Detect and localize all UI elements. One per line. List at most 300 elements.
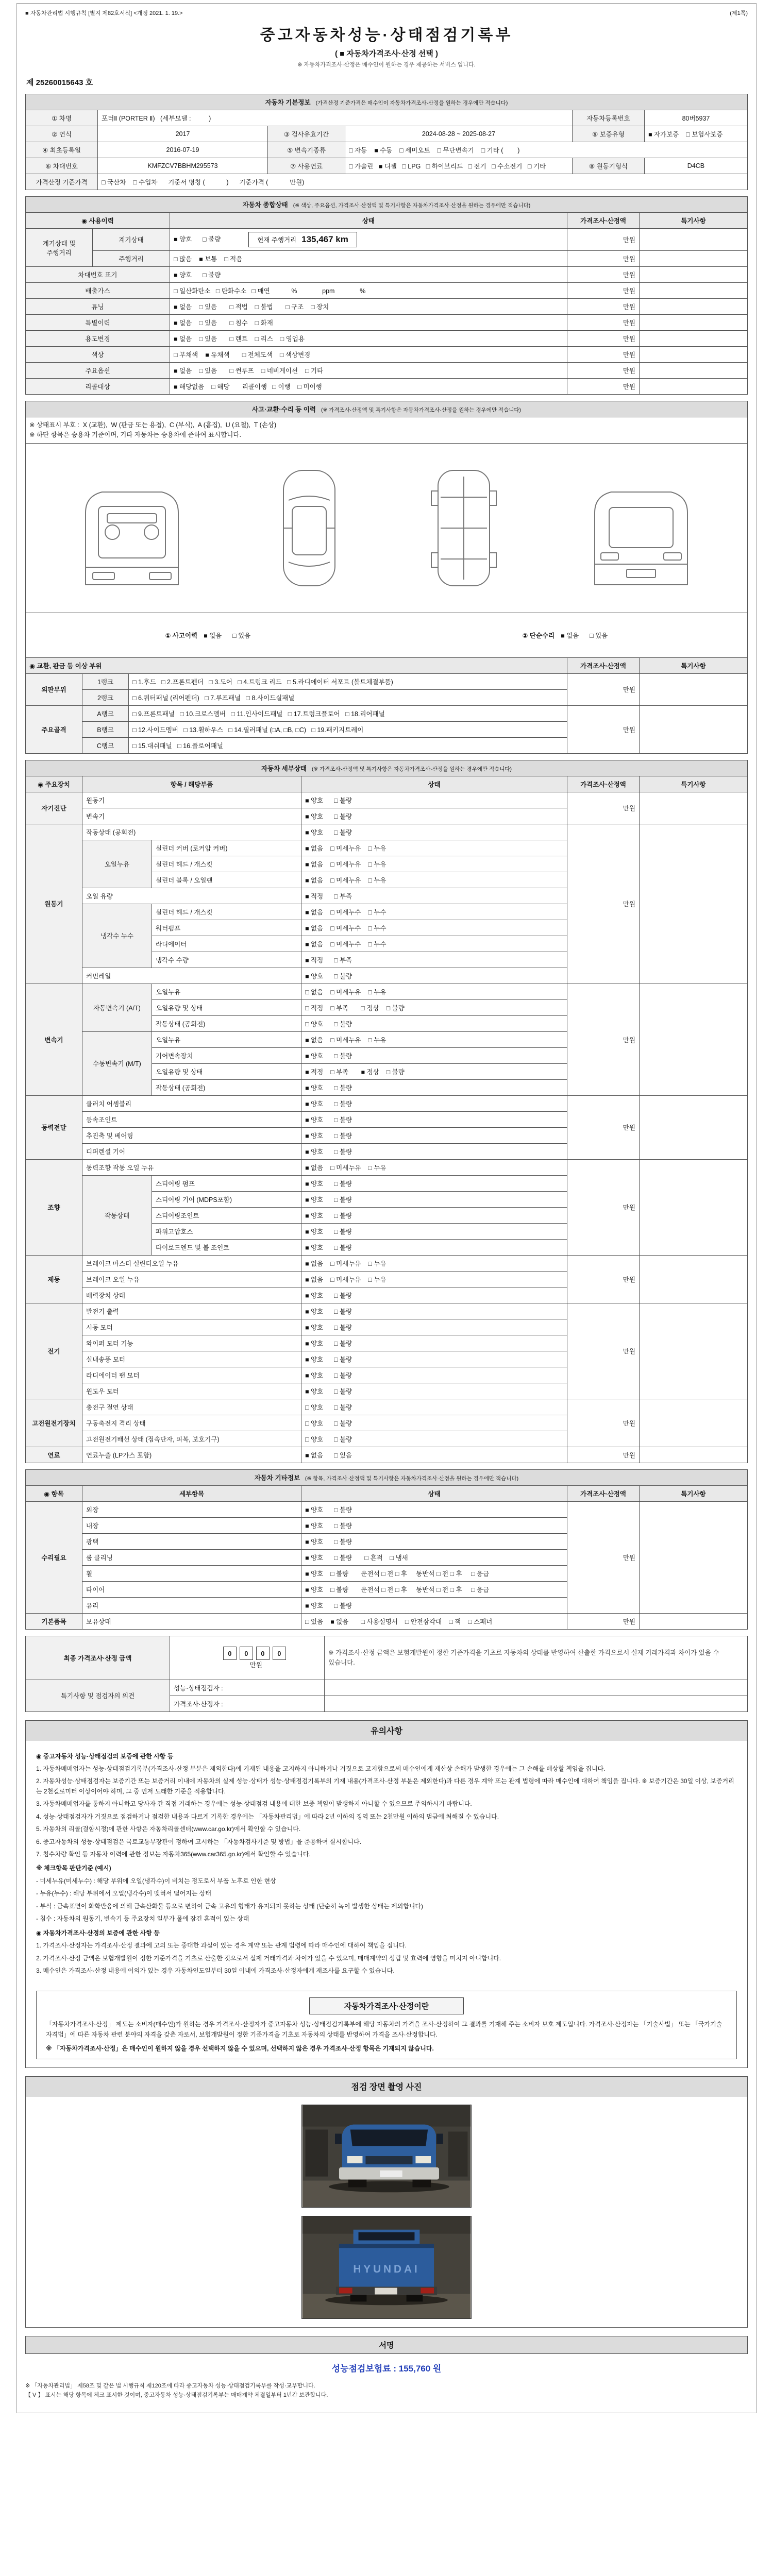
car-rear-diagram bbox=[579, 466, 703, 590]
device-row bbox=[26, 1255, 748, 1271]
car-name-label: ① 차명 bbox=[26, 110, 98, 126]
form-reference: ■ 자동차관리법 시행규칙 [별지 제82호서식] <개정 2021. 1. 19.> bbox=[25, 10, 183, 16]
remark-cell bbox=[640, 283, 748, 299]
state-checkboxes[interactable]: ■ 적정 □ 부족 bbox=[301, 952, 567, 968]
remark-cell bbox=[639, 1095, 747, 1159]
overall-row bbox=[26, 299, 748, 315]
remark-cell bbox=[639, 1447, 747, 1463]
price-amount-cell: 만원 bbox=[567, 379, 640, 395]
final-price-note: ※ 가격조사·산정 금액은 보험개발원이 정한 기준가격을 기초로 자동차의 상태를 반영하여 산출한 가격으로서 실제 거래가격과 차이가 있을 수 있습니다. bbox=[325, 1636, 748, 1680]
etc-info-header bbox=[26, 1469, 748, 1485]
state-checkboxes[interactable]: □ 있음 ■ 없음 □ 사용설명서 □ 안전삼각대 □ 잭 □ 스패너 bbox=[301, 1613, 567, 1629]
overall-item-label: 리콜대상 bbox=[26, 379, 170, 395]
overall-state-cell[interactable] bbox=[170, 347, 567, 363]
overall-row bbox=[26, 251, 748, 267]
inspection-photos bbox=[26, 2096, 747, 2327]
price-digit: 0 bbox=[256, 1647, 270, 1660]
remark-cell bbox=[640, 347, 748, 363]
etc-col-device: ◉ 항목 bbox=[26, 1485, 82, 1501]
device-row bbox=[26, 1501, 748, 1517]
part-label: 커먼레일 bbox=[82, 968, 301, 984]
checkbox-group[interactable]: ■ 없음 □ 있음 □ 침수 □ 화재 bbox=[174, 319, 273, 327]
device-label: 원동기 bbox=[26, 824, 82, 984]
etc-info-title: 자동차 기타정보 bbox=[254, 1474, 300, 1482]
price-amount-cell: 만원 bbox=[567, 1095, 639, 1159]
detail-state-title: 자동차 세부상태 bbox=[261, 765, 307, 772]
exchange-header-row bbox=[26, 657, 748, 673]
notice-paragraph: - 누유(누수) : 해당 부위에서 오일(냉각수)이 맺혀서 떨어지는 상태 bbox=[36, 1890, 211, 1897]
fuel-checkboxes[interactable]: □ 가솔린 ■ 디젤 □ LPG □ 하이브리드 □ 전기 □ 수소전기 □ 기타 bbox=[345, 158, 573, 174]
part-label: 실린더 헤드 / 개스킷 bbox=[152, 904, 301, 920]
inspector-opinion-value[interactable] bbox=[325, 1680, 748, 1696]
price-digit: 0 bbox=[240, 1647, 253, 1660]
remark-cell bbox=[640, 673, 748, 705]
page-indicator: (제1쪽) bbox=[730, 10, 748, 16]
part-label: 시동 모터 bbox=[82, 1319, 301, 1335]
remark-cell bbox=[639, 984, 747, 1095]
car-diagram-cell bbox=[26, 443, 748, 613]
first-reg-value: 2016-07-19 bbox=[98, 142, 268, 158]
price-survey-explainer-box bbox=[36, 1991, 737, 2059]
state-checkboxes[interactable]: ■ 양호 □ 불량 □ 흔적 □ 냄새 bbox=[301, 1549, 567, 1565]
part-label: 실린더 헤드 / 개스킷 bbox=[152, 856, 301, 872]
exchange-col-note: 특기사항 bbox=[640, 657, 748, 673]
subgroup-label: 오일누유 bbox=[82, 840, 152, 888]
overall-state-table bbox=[25, 196, 748, 395]
simple-repair-flag[interactable] bbox=[523, 631, 608, 640]
device-label: 동력전달 bbox=[26, 1095, 82, 1159]
remark-cell bbox=[639, 1613, 747, 1629]
overall-row bbox=[26, 267, 748, 283]
part-label: 원동기 bbox=[82, 792, 301, 808]
accident-history-table bbox=[25, 401, 748, 754]
car-front-engine-diagram bbox=[70, 466, 194, 590]
part-label: 기어변속장치 bbox=[152, 1047, 301, 1063]
final-price-digits bbox=[170, 1636, 325, 1680]
notice-paragraph: - 침수 : 자동차의 원동기, 변속기 등 주요장치 일부가 물에 잠긴 흔적이 있는 상태 bbox=[36, 1915, 249, 1923]
inspection-photos-title: 점검 장면 촬영 사진 bbox=[26, 2077, 747, 2096]
part-label: 브레이크 오일 누유 bbox=[82, 1271, 301, 1287]
part-label: 작동상태 (공회전) bbox=[152, 1079, 301, 1095]
overall-state-cell[interactable] bbox=[170, 363, 567, 379]
notice-paragraph: - 부식 : 금속표면이 화학반응에 의해 금속산화물 등으로 변하여 금속 고유의 형태가 유지되지 못하는 상태 (단순히 녹이 발생한 상태는 제외합니다) bbox=[36, 1902, 424, 1910]
state-checkboxes[interactable]: ■ 양호 □ 불량 bbox=[301, 1127, 567, 1143]
overall-row bbox=[26, 315, 748, 331]
part-label: 실내송풍 모터 bbox=[82, 1351, 301, 1367]
checkbox-group[interactable]: ■ 양호 □ 불량 bbox=[174, 235, 221, 243]
price-survey-explainer-title: 자동차가격조사·산정이란 bbox=[309, 1997, 464, 2014]
overall-state-cell[interactable] bbox=[170, 299, 567, 315]
part-label: 룸 클리닝 bbox=[82, 1549, 301, 1565]
subgroup-label: 작동상태 bbox=[82, 1175, 152, 1255]
state-checkboxes[interactable]: ■ 없음 □ 미세누유 □ 누유 bbox=[301, 1271, 567, 1287]
detail-col-note: 특기사항 bbox=[639, 776, 747, 792]
checkbox-group[interactable]: ■ 해당없음 □ 해당 리콜이행 □ 이행 □ 미이행 bbox=[174, 383, 322, 391]
part-label: 윈도우 모터 bbox=[82, 1383, 301, 1399]
top-reference-line bbox=[25, 9, 748, 17]
part-label: 동력조향 작동 오일 누유 bbox=[82, 1159, 301, 1175]
state-checkboxes[interactable]: ■ 양호 □ 불량 bbox=[301, 792, 567, 808]
footer-line-2: 【 V 】 표시는 해당 항목에 체크 표시한 것이며, 중고자동차 성능·상태점검기록부는 매매계약 체결일부터 1년간 보관합니다. bbox=[25, 2392, 328, 2399]
price-base-value[interactable]: □ 국산차 □ 수입차 기준서 명칭 ( ) 기준가격 ( 만원) bbox=[98, 174, 748, 190]
price-amount-cell: 만원 bbox=[567, 347, 640, 363]
report-sheet bbox=[16, 3, 757, 2413]
subgroup-label: 수동변속기 (M/T) bbox=[82, 1031, 152, 1095]
device-label: 조향 bbox=[26, 1159, 82, 1255]
remark-cell bbox=[640, 315, 748, 331]
truck-front-photo bbox=[301, 2105, 472, 2208]
checkbox-group[interactable]: □ 일산화탄소 □ 탄화수소 □ 매연 % ppm % bbox=[174, 287, 366, 295]
price-amount-cell: 만원 bbox=[567, 251, 640, 267]
state-checkboxes[interactable]: ■ 양호 □ 불량 bbox=[301, 1079, 567, 1095]
panel-category-label: 주요골격 bbox=[26, 705, 82, 753]
part-label: 타이어 bbox=[82, 1581, 301, 1597]
remark-cell bbox=[640, 331, 748, 347]
price-survey-explainer-note: ※ 「자동차가격조사·산정」은 매수인이 원하지 않을 경우 선택하지 않을 수 있으며, 선택하지 않은 경우 가격조사·산정 항목은 기재되지 않습니다. bbox=[46, 2044, 434, 2052]
state-checkboxes[interactable]: ■ 없음 □ 미세누유 □ 누유 bbox=[301, 1159, 567, 1175]
overall-row bbox=[26, 331, 748, 347]
price-amount-cell: 만원 bbox=[567, 299, 640, 315]
remark-cell bbox=[640, 363, 748, 379]
state-checkboxes[interactable]: ■ 없음 □ 미세누유 □ 누유 bbox=[301, 1255, 567, 1271]
part-label: 냉각수 수량 bbox=[152, 952, 301, 968]
overall-col-item: ◉ 사용이력 bbox=[26, 213, 170, 229]
accident-flag-label: ① 사고이력 bbox=[165, 632, 198, 639]
device-row bbox=[26, 1447, 748, 1463]
state-checkboxes[interactable]: □ 없음 □ 미세누유 □ 누유 bbox=[301, 984, 567, 999]
device-label: 고전원전기장치 bbox=[26, 1399, 82, 1447]
state-checkboxes[interactable]: ■ 양호 □ 불량 bbox=[301, 1501, 567, 1517]
overall-item-label: 계기상태 및 주행거리 bbox=[26, 229, 93, 267]
price-amount-cell: 만원 bbox=[567, 1613, 639, 1629]
notice-items-2 bbox=[36, 1941, 737, 1976]
part-label: 클러치 어셈블리 bbox=[82, 1095, 301, 1111]
state-checkboxes[interactable]: ■ 양호 □ 불량 bbox=[301, 1095, 567, 1111]
price-amount-cell: 만원 bbox=[567, 792, 639, 824]
overall-state-title: 자동차 종합상태 bbox=[242, 201, 288, 209]
title-caption: ※ 자동차가격조사·산정은 매수인이 원하는 경우 제공하는 서비스 입니다. bbox=[297, 62, 476, 68]
overall-col-state: 상태 bbox=[170, 213, 567, 229]
state-checkboxes[interactable]: ■ 양호 □ 불량 bbox=[301, 968, 567, 984]
part-label: 라디에이터 bbox=[152, 936, 301, 952]
remark-cell bbox=[640, 229, 748, 251]
state-checkboxes[interactable]: ■ 양호 □ 불량 bbox=[301, 1191, 567, 1207]
notice-paragraph: 3. 자동차매매업자를 통하지 아니하고 당사자 간 직접 거래하는 경우에는 성능·상태점검 내용에 대한 보증 책임이 발생하지 아니할 수 있으므로 주의하시기 바랍니다. bbox=[36, 1800, 472, 1808]
overall-state-cell[interactable] bbox=[170, 331, 567, 347]
part-label: 디퍼렌셜 기어 bbox=[82, 1143, 301, 1159]
accident-note: (※ 가격조사·산정액 및 특기사항은 자동차가격조사·산정을 원하는 경우에만 적습니다) bbox=[321, 407, 522, 413]
rank-label: A랭크 bbox=[82, 705, 129, 721]
part-label: 브레이크 마스터 실린더오일 누유 bbox=[82, 1255, 301, 1271]
overall-state-cell[interactable] bbox=[170, 229, 567, 251]
state-checkboxes[interactable]: ■ 양호 □ 불량 bbox=[301, 1287, 567, 1303]
part-label: 실린더 커버 (로커암 커버) bbox=[152, 840, 301, 856]
state-checkboxes[interactable]: ■ 양호 □ 불량 bbox=[301, 1517, 567, 1533]
simple-repair-state: ■ 없음 □ 있음 bbox=[561, 632, 608, 639]
remark-cell bbox=[640, 705, 748, 753]
part-label: 오일 유량 bbox=[82, 888, 301, 904]
checkbox-group[interactable]: ■ 양호 □ 불량 bbox=[174, 272, 221, 279]
rank-label: C랭크 bbox=[82, 737, 129, 753]
overall-col-amount: 가격조사·산정액 bbox=[567, 213, 640, 229]
panel-category-label: 외판부위 bbox=[26, 673, 82, 705]
overall-state-cell[interactable] bbox=[170, 267, 567, 283]
truck-rear-photo bbox=[301, 2216, 472, 2319]
accident-repair-row bbox=[26, 613, 748, 657]
signature-bar: 서명 bbox=[25, 2336, 748, 2354]
state-checkboxes[interactable]: ■ 없음 □ 미세누수 □ 누수 bbox=[301, 920, 567, 936]
part-label: 휠 bbox=[82, 1565, 301, 1581]
part-label: 구동축전지 격리 상태 bbox=[82, 1415, 301, 1431]
price-amount-cell: 만원 bbox=[567, 1501, 639, 1613]
panel-items-checkboxes[interactable]: □ 9.프론트패널 □ 10.크로스멤버 □ 11.인사이드패널 □ 17.트렁크플로어 □ 18.리어패널 bbox=[129, 705, 567, 721]
device-row bbox=[26, 1095, 748, 1111]
overall-subitem-label: 주행거리 bbox=[93, 251, 170, 267]
part-label: 연료누출 (LP가스 포함) bbox=[82, 1447, 301, 1463]
state-checkboxes[interactable]: ■ 양호 □ 불량 bbox=[301, 1533, 567, 1549]
overall-subitem-label: 계기상태 bbox=[93, 229, 170, 251]
panel-items-checkboxes[interactable]: □ 15.대쉬패널 □ 16.플로어패널 bbox=[129, 737, 567, 753]
inspection-label: ③ 검사유효기간 bbox=[268, 126, 345, 142]
appraiser-opinion-value[interactable] bbox=[325, 1696, 748, 1711]
state-checkboxes[interactable]: □ 양호 □ 불량 bbox=[301, 1399, 567, 1415]
state-checkboxes[interactable]: ■ 없음 □ 있음 bbox=[301, 1447, 567, 1463]
state-checkboxes[interactable]: ■ 적정 □ 부족 ■ 정상 □ 불량 bbox=[301, 1063, 567, 1079]
price-amount-cell: 만원 bbox=[567, 1399, 639, 1447]
overall-state-cell[interactable] bbox=[170, 379, 567, 395]
state-checkboxes[interactable]: ■ 양호 □ 불량 bbox=[301, 1223, 567, 1239]
tailgate-brand-text: HYUNDAI bbox=[353, 2263, 420, 2275]
state-checkboxes[interactable]: ■ 양호 □ 불량 bbox=[301, 1207, 567, 1223]
etc-column-header bbox=[26, 1485, 748, 1501]
device-row bbox=[26, 1303, 748, 1319]
state-checkboxes[interactable]: ■ 없음 □ 미세누유 □ 누유 bbox=[301, 856, 567, 872]
state-checkboxes[interactable]: ■ 없음 □ 미세누유 □ 누유 bbox=[301, 1031, 567, 1047]
price-amount-cell: 만원 bbox=[567, 1159, 639, 1255]
state-checkboxes[interactable]: ■ 양호 □ 불량 bbox=[301, 1239, 567, 1255]
car-name-value: 포터Ⅱ (PORTER Ⅱ) (세부모델 : ) bbox=[98, 110, 573, 126]
notice-paragraph: 4. 성능·상태점검자가 거짓으로 점검하거나 점검한 내용과 다르게 기록한 경우에는 「자동차관리법」에 따라 2년 이하의 징역 또는 2천만원 이하의 벌금에 처해질 수 있습니다. bbox=[36, 1812, 499, 1820]
current-mileage-box bbox=[248, 232, 357, 247]
device-row bbox=[26, 824, 748, 840]
exchange-rank-row bbox=[26, 673, 748, 689]
part-label: 추진축 및 베어링 bbox=[82, 1127, 301, 1143]
notice-paragraph: 2. 가격조사·산정 금액은 보험개발원이 정한 기준가격을 기초로 산출한 것으로서 실제 거래가격과 차이가 있을 수 있으며, 매매계약의 성립 및 효력에 영향을 미치지 아니합니다. bbox=[36, 1954, 501, 1962]
device-label: 전기 bbox=[26, 1303, 82, 1399]
part-label: 실린더 블록 / 오일팬 bbox=[152, 872, 301, 888]
state-checkboxes[interactable]: ■ 양호 □ 불량 bbox=[301, 1597, 567, 1613]
state-checkboxes[interactable]: ■ 양호 □ 불량 bbox=[301, 824, 567, 840]
notice-paragraph: - 미세누유(미세누수) : 해당 부위에 오일(냉각수)이 비치는 정도로서 부품 노후로 인한 현상 bbox=[36, 1877, 276, 1885]
vin-value: KMFZCV7BBHM295573 bbox=[98, 158, 268, 174]
remark-cell bbox=[640, 251, 748, 267]
remark-cell bbox=[640, 299, 748, 315]
overall-state-cell[interactable] bbox=[170, 315, 567, 331]
price-amount-cell: 만원 bbox=[567, 824, 639, 984]
state-checkboxes[interactable]: ■ 적정 □ 부족 bbox=[301, 888, 567, 904]
inspector-opinion-label: 성능·상태점검자 : bbox=[170, 1680, 325, 1696]
document-page bbox=[16, 0, 757, 2413]
detail-rows bbox=[26, 792, 748, 1463]
exchange-col-amount: 가격조사·산정액 bbox=[567, 657, 640, 673]
detail-col-item: 항목 / 해당부품 bbox=[82, 776, 301, 792]
state-checkboxes[interactable]: ■ 없음 □ 미세누수 □ 누수 bbox=[301, 936, 567, 952]
overall-row bbox=[26, 347, 748, 363]
rank-label: 2랭크 bbox=[82, 689, 129, 705]
checkbox-group[interactable]: □ 무채색 ■ 유채색 □ 전체도색 □ 색상변경 bbox=[174, 351, 311, 359]
warranty-checkboxes[interactable]: ■ 자가보증 □ 보험사보증 bbox=[644, 126, 747, 142]
part-label: 스티어링 펌프 bbox=[152, 1175, 301, 1191]
price-amount-cell: 만원 bbox=[567, 363, 640, 379]
notice-items-1 bbox=[36, 1764, 737, 1860]
part-label: 라디에이터 팬 모터 bbox=[82, 1367, 301, 1383]
state-checkboxes[interactable]: □ 양호 □ 불량 bbox=[301, 1015, 567, 1031]
state-checkboxes[interactable]: ■ 없음 □ 미세누유 □ 누유 bbox=[301, 840, 567, 856]
etc-info-note: (※ 항목, 가격조사·산정액 및 특기사항은 자동차가격조사·산정을 원하는 경우에만 적습니다) bbox=[305, 1475, 519, 1482]
price-amount-cell: 만원 bbox=[567, 1255, 639, 1303]
state-checkboxes[interactable]: ■ 양호 □ 불량 bbox=[301, 1319, 567, 1335]
device-row bbox=[26, 1159, 748, 1175]
state-checkboxes[interactable]: ■ 없음 □ 미세누유 □ 누유 bbox=[301, 872, 567, 888]
notice-paragraph: 7. 침수차량 확인 등 자동차 이력에 관한 정보는 자동차365(www.car365.go.kr)에서 확인할 수 있습니다. bbox=[36, 1851, 311, 1858]
part-label: 배력장치 상태 bbox=[82, 1287, 301, 1303]
state-checkboxes[interactable]: □ 양호 □ 불량 bbox=[301, 1415, 567, 1431]
overall-state-cell[interactable] bbox=[170, 251, 567, 267]
transmission-label: ⑤ 변속기종류 bbox=[268, 142, 345, 158]
final-price-table bbox=[25, 1636, 748, 1712]
part-label: 유리 bbox=[82, 1597, 301, 1613]
overall-state-cell[interactable] bbox=[170, 283, 567, 299]
device-row bbox=[26, 984, 748, 999]
price-amount-cell: 만원 bbox=[567, 331, 640, 347]
etc-rows bbox=[26, 1501, 748, 1629]
device-label: 수리필요 bbox=[26, 1501, 82, 1613]
part-label: 발전기 출력 bbox=[82, 1303, 301, 1319]
state-checkboxes[interactable]: ■ 없음 □ 미세누수 □ 누수 bbox=[301, 904, 567, 920]
document-title: 중고자동차성능·상태점검기록부 bbox=[260, 27, 513, 44]
remark-cell bbox=[639, 1255, 747, 1303]
notice-section1-title: ◉ 중고자동차 성능·상태점검의 보증에 관한 사항 등 bbox=[36, 1752, 174, 1760]
price-survey-explainer-body: 「자동차가격조사·산정」 제도는 소비자(매수인)가 원하는 경우 가격조사·산정자가 중고자동차 성능·상태점검기록부에 해당 자동차의 가격을 조사·산정하여 그 결과를 기재해 주는 소비자 보호 제도입니다. 가격조사·산정자는 「기술사법」 또는 「국가기술자격법」에 따른 자동차 관련 분야의 자격을 갖춘 자로서, 보험개발원이 정한 기준가격을 기초로 자동차의 상태를 반영하여 가격을 조사·산정합니다. bbox=[46, 2021, 722, 2038]
exchange-rank-rows bbox=[26, 673, 748, 753]
price-amount-cell: 만원 bbox=[567, 673, 640, 705]
device-label: 제동 bbox=[26, 1255, 82, 1303]
state-checkboxes[interactable]: ■ 양호 □ 불량 bbox=[301, 808, 567, 824]
fee-label: 성능점검보험료 : bbox=[331, 2363, 396, 2374]
transmission-checkboxes[interactable]: □ 자동 ■ 수동 □ 세미오토 □ 무단변속기 □ 기타 ( ) bbox=[345, 142, 748, 158]
panel-items-checkboxes[interactable]: □ 12.사이드멤버 □ 13.휠하우스 □ 14.필러패널 (□A, □B, □C) □ 19.패키지트레이 bbox=[129, 721, 567, 737]
state-checkboxes[interactable]: ■ 양호 □ 불량 bbox=[301, 1175, 567, 1191]
part-label: 외장 bbox=[82, 1501, 301, 1517]
overall-item-label: 차대번호 표기 bbox=[26, 267, 170, 283]
state-checkboxes[interactable]: ■ 양호 □ 불량 운전석 □ 전 □ 후 동반석 □ 전 □ 후 □ 응급 bbox=[301, 1581, 567, 1597]
notice-criteria-title: ※ 체크항목 판단기준 (예시) bbox=[36, 1865, 111, 1872]
notice-paragraph: 2. 자동차성능·상태점검자는 보증기간 또는 보증거리 이내에 자동차의 실제 성능·상태가 성능·상태점검기록부의 기재 내용(가격조사·산정 부분은 제외한다)과 다른 경우 계약 또는 관계 법령에 따라 매수인에 대하여 책임을 집니다. ※ 보증기간은 30일 이상, 보증거리는 2천킬로미터 이상이어야 하며, 그 중 먼저 도래한 기준을 적용합니다. bbox=[36, 1777, 734, 1795]
overall-item-label: 용도변경 bbox=[26, 331, 170, 347]
state-checkboxes[interactable]: ■ 양호 □ 불량 bbox=[301, 1383, 567, 1399]
current-mileage-value: 135,467 km bbox=[301, 234, 348, 244]
first-reg-label: ④ 최초등록일 bbox=[26, 142, 98, 158]
device-label: 변속기 bbox=[26, 984, 82, 1095]
final-price-label: 최종 가격조사·산정 금액 bbox=[26, 1636, 170, 1680]
checkbox-group[interactable]: ■ 없음 □ 있음 □ 렌트 □ 리스 □ 영업용 bbox=[174, 335, 305, 343]
part-label: 오일유량 및 상태 bbox=[152, 999, 301, 1015]
overall-item-label: 튜닝 bbox=[26, 299, 170, 315]
part-label: 워터펌프 bbox=[152, 920, 301, 936]
reg-no-value: 80버5937 bbox=[644, 110, 747, 126]
state-checkboxes[interactable]: ■ 양호 □ 불량 bbox=[301, 1351, 567, 1367]
device-label: 기본품목 bbox=[26, 1613, 82, 1629]
accident-flag[interactable] bbox=[165, 631, 251, 640]
part-label: 작동상태 (공회전) bbox=[82, 824, 301, 840]
state-checkboxes[interactable]: ■ 양호 □ 불량 운전석 □ 전 □ 후 동반석 □ 전 □ 후 □ 응급 bbox=[301, 1565, 567, 1581]
accident-flag-state: ■ 없음 □ 있음 bbox=[204, 632, 251, 639]
overall-item-label: 색상 bbox=[26, 347, 170, 363]
checkbox-group[interactable]: □ 많음 ■ 보통 □ 적음 bbox=[174, 256, 243, 263]
fuel-label: ⑦ 사용연료 bbox=[268, 158, 345, 174]
device-row bbox=[26, 1399, 748, 1415]
price-amount-cell: 만원 bbox=[567, 1303, 639, 1399]
state-checkboxes[interactable]: □ 적정 □ 부족 □ 정상 □ 불량 bbox=[301, 999, 567, 1015]
fee-value: 155,760 원 bbox=[398, 2363, 442, 2374]
state-checkboxes[interactable]: ■ 양호 □ 불량 bbox=[301, 1303, 567, 1319]
panel-items-checkboxes[interactable]: □ 6.쿼터패널 (리어펜더) □ 7.루프패널 □ 8.사이드실패널 bbox=[129, 689, 567, 705]
footer-line-1: ※ 「자동차관리법」 제58조 및 같은 법 시행규칙 제120조에 따라 중고자동차 성능·상태점검기록부를 작성·교부합니다. bbox=[25, 2382, 315, 2389]
part-label: 광택 bbox=[82, 1533, 301, 1549]
checkbox-group[interactable]: ■ 없음 □ 있음 □ 썬루프 □ 네비게이션 □ 기타 bbox=[174, 367, 324, 375]
state-checkboxes[interactable]: ■ 양호 □ 불량 bbox=[301, 1143, 567, 1159]
rank-label: B랭크 bbox=[82, 721, 129, 737]
etc-col-state: 상태 bbox=[301, 1485, 567, 1501]
part-label: 변속기 bbox=[82, 808, 301, 824]
legend-line-1: ※ 상태표시 부호 : X (교환), W (판금 또는 용접), C (부식), A (흠집), U (요철), T (손상) bbox=[29, 421, 277, 429]
panel-items-checkboxes[interactable]: □ 1.후드 □ 2.프론트펜더 □ 3.도어 □ 4.트렁크 리드 □ 5.라디에이터 서포트 (볼트체결부품) bbox=[129, 673, 567, 689]
part-label: 오일유량 및 상태 bbox=[152, 1063, 301, 1079]
part-label: 오일누유 bbox=[152, 984, 301, 999]
etc-col-item: 세부항목 bbox=[82, 1485, 301, 1501]
remark-cell bbox=[639, 1303, 747, 1399]
notice-paragraph: 6. 중고자동차의 성능·상태점검은 국토교통부장관이 정하여 고시하는 「자동차검사기준 및 방법」을 준용하여 실시합니다. bbox=[36, 1838, 362, 1845]
part-label: 보유상태 bbox=[82, 1613, 301, 1629]
notice-paragraph: 1. 가격조사·산정자는 가격조사·산정 결과에 고의 또는 중대한 과실이 있는 경우 계약 또는 관계 법령에 따라 매수인에 대하여 책임을 집니다. bbox=[36, 1942, 407, 1950]
overall-item-label: 특별이력 bbox=[26, 315, 170, 331]
part-label: 등속조인트 bbox=[82, 1111, 301, 1127]
part-label: 오일누유 bbox=[152, 1031, 301, 1047]
price-amount-cell: 만원 bbox=[567, 984, 639, 1095]
state-checkboxes[interactable]: ■ 양호 □ 불량 bbox=[301, 1367, 567, 1383]
price-amount-cell: 만원 bbox=[567, 283, 640, 299]
state-checkboxes[interactable]: ■ 양호 □ 불량 bbox=[301, 1047, 567, 1063]
notice-paragraph: 3. 매수인은 가격조사·산정 내용에 이의가 있는 경우 자동차인도일부터 30일 이내에 가격조사·산정자에게 재조사를 요구할 수 있습니다. bbox=[36, 1967, 395, 1974]
overall-row bbox=[26, 229, 748, 251]
remark-cell bbox=[639, 1399, 747, 1447]
state-checkboxes[interactable]: ■ 양호 □ 불량 bbox=[301, 1111, 567, 1127]
etc-info-table bbox=[25, 1469, 748, 1630]
etc-col-note: 특기사항 bbox=[639, 1485, 747, 1501]
state-checkboxes[interactable]: ■ 양호 □ 불량 bbox=[301, 1335, 567, 1351]
price-amount-cell: 만원 bbox=[567, 1447, 639, 1463]
overall-rows bbox=[26, 229, 748, 395]
car-underbody-diagram bbox=[425, 466, 502, 590]
checkbox-group[interactable]: ■ 없음 □ 있음 □ 적법 □ 불법 □ 구조 □ 장치 bbox=[174, 303, 329, 311]
notice-paragraph: 5. 자동차의 리콜(결함시정)에 관한 사항은 자동차리콜센터(www.car.go.kr)에서 확인할 수 있습니다. bbox=[36, 1825, 301, 1833]
inspection-photos-box bbox=[25, 2076, 748, 2328]
price-survey-option-checkbox[interactable]: ( ■ 자동차가격조사·산정 선택 ) bbox=[334, 49, 439, 58]
part-label: 스티어링조인트 bbox=[152, 1207, 301, 1223]
state-checkboxes[interactable]: □ 양호 □ 불량 bbox=[301, 1431, 567, 1447]
part-label: 내장 bbox=[82, 1517, 301, 1533]
subgroup-label: 자동변속기 (A/T) bbox=[82, 984, 152, 1031]
